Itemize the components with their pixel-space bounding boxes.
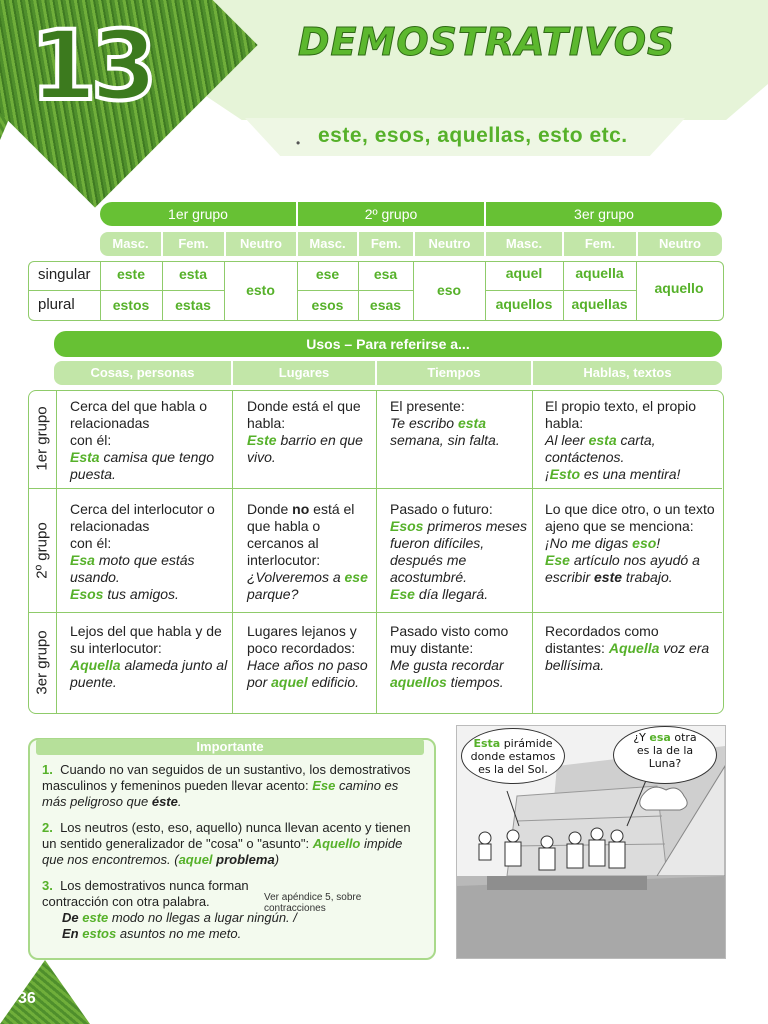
importante-item-2: 2. Los neutros (esto, eso, aquello) nunca llevan acento y tienen un sentido generalizador de "cosa" o "asunto": Aquello impide que nos encontremos. (aquel problema): [42, 820, 411, 867]
page-subtitle: este, esos, aquellas, esto etc.: [318, 124, 628, 147]
usos-row-label: 2º grupo: [33, 522, 51, 579]
form-cell: ese: [315, 266, 340, 282]
form-cell: esta: [178, 266, 208, 282]
apendice-note: Ver apéndice 5, sobre contracciones: [264, 892, 362, 914]
subheader: Masc.: [486, 232, 562, 256]
form-cell: aquel: [505, 265, 543, 281]
form-cell: estas: [175, 297, 211, 313]
subheader: Neutro: [415, 232, 484, 256]
subheader: Neutro: [638, 232, 722, 256]
row-label-plural: plural: [38, 296, 75, 313]
form-cell: esto: [246, 282, 275, 298]
usos-cell: Pasado o futuro: Esos primeros meses fueron difíciles, después me acostumbré. Ese día llegará.: [390, 501, 527, 602]
subheader: Fem.: [163, 232, 224, 256]
usos-cell: El propio texto, el propio habla: Al leer esta carta, contáctenos. ¡Esto es una mentira!: [545, 398, 696, 482]
usos-cell: Cerca del interlocutor o relacionadas con él: Esa moto que estás usando. Esos tus amigos.: [70, 501, 215, 602]
usos-cell: Lejos del que habla y de su interlocutor: Aquella alameda junto al puente.: [70, 623, 228, 690]
usos-cell: Pasado visto como muy distante: Me gusta recordar aquellos tiempos.: [390, 623, 509, 690]
usos-cell: Recordados como distantes: Aquella voz era bellísima.: [545, 623, 710, 673]
usos-cell: Cerca del que habla o relacionadas con él: Esta camisa que tengo puesta.: [70, 398, 214, 482]
form-cell: eso: [436, 282, 462, 298]
usos-col-hablas: Hablas, textos: [533, 361, 722, 385]
form-cell: aquello: [654, 280, 704, 296]
subheader: Fem.: [359, 232, 413, 256]
usos-cell: Lugares lejanos y poco recordados: Hace años no paso por aquel edificio.: [247, 623, 368, 690]
row-label-singular: singular: [38, 266, 91, 283]
importante-item-1: 1. Cuando no van seguidos de un sustantivo, los demostrativos masculinos y femeninos pueden llevar acento: Ese camino es más peligroso que éste.: [42, 762, 411, 809]
importante-examples: De este modo no llegas a lugar ningún. / En estos asuntos no me meto.: [62, 910, 297, 941]
form-cell: esos: [311, 297, 344, 313]
usos-col-cosas: Cosas, personas: [54, 361, 231, 385]
form-cell: este: [116, 266, 146, 282]
subheader: Neutro: [226, 232, 296, 256]
subheader: Fem.: [564, 232, 636, 256]
group-header-3: 3er grupo: [486, 202, 722, 226]
form-cell: estos: [112, 297, 150, 313]
usos-col-tiempos: Tiempos: [377, 361, 531, 385]
form-cell: aquellas: [571, 296, 628, 312]
usos-cell: Donde está el que habla: Este barrio en que vivo.: [247, 398, 363, 465]
speech-bubble-1: Esta pirámide donde estamos es la del Sol.: [461, 728, 565, 784]
subheader: Masc.: [298, 232, 357, 256]
unit-number: 13: [30, 10, 152, 122]
speech-bubble-2: ¿Y esa otra es la de la Luna?: [613, 726, 717, 784]
usos-cell: Lo que dice otro, o un texto ajeno que se menciona: ¡No me digas eso! Ese artículo nos ayudó a escribir este trabajo.: [545, 501, 715, 585]
cartoon-illustration: [456, 725, 726, 959]
bullet-dot: •: [296, 136, 301, 150]
usos-cell: Donde no está el que habla o cercanos al interlocutor: ¿Volveremos a ese parque?: [247, 501, 368, 602]
usos-row-label: 1er grupo: [33, 406, 51, 471]
group-header-1: 1er grupo: [100, 202, 296, 226]
usos-cell: El presente: Te escribo esta semana, sin falta.: [390, 398, 500, 448]
usos-row-label: 3er grupo: [33, 630, 51, 695]
page-number: 36: [18, 990, 36, 1007]
importante-item-3: 3. Los demostrativos nunca forman contracción con otra palabra.: [42, 878, 249, 909]
usos-col-lugares: Lugares: [233, 361, 375, 385]
form-cell: aquella: [575, 265, 624, 281]
form-cell: esas: [369, 297, 402, 313]
group-header-2: 2º grupo: [298, 202, 484, 226]
form-cell: aquellos: [495, 296, 553, 312]
page-title: DEMOSTRATIVOS: [298, 20, 676, 64]
importante-title: Importante: [36, 739, 424, 755]
subheader: Masc.: [100, 232, 161, 256]
usos-header: Usos – Para referirse a...: [54, 331, 722, 357]
form-cell: esa: [373, 266, 398, 282]
footer-triangle: [0, 960, 90, 1024]
